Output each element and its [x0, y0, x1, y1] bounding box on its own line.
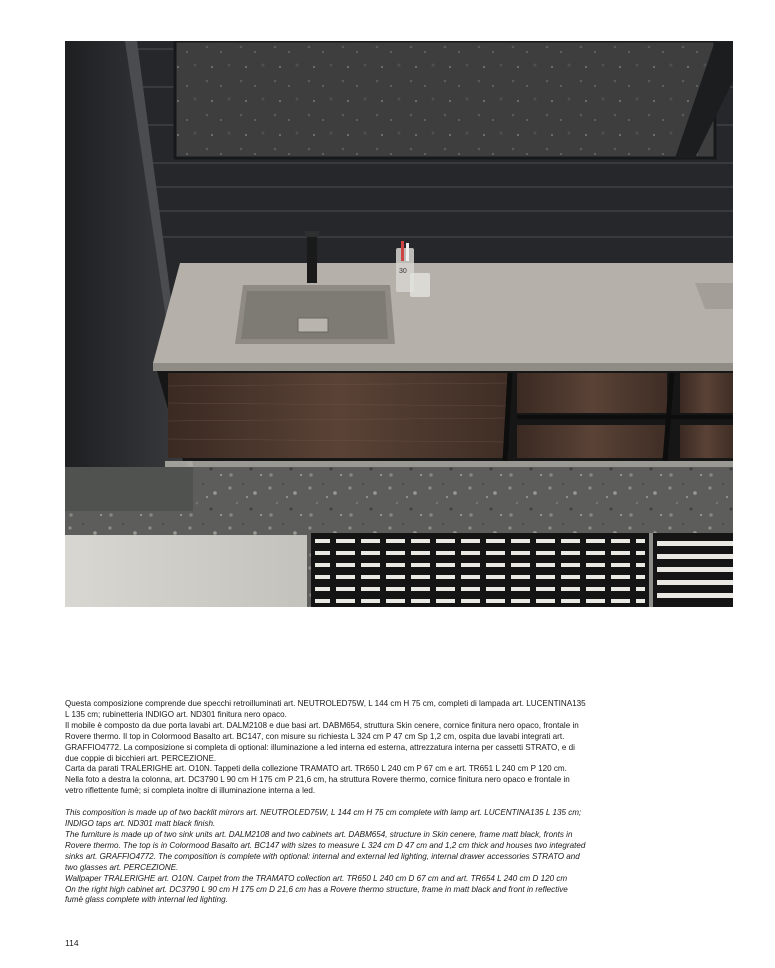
english-paragraph: The furniture is made up of two sink units art. DALM2108 and two cabinets art. DABM654, structure in Skin cenere, frame matt black, fronts in Rovere thermo. The top is in Colormood Basalto art. BC147 with sizes to measure L 324 cm D 47 cm and 1,2 cm thick and houses two integrated sinks art. GRAFFIO4772. The composition is complete with optional: internal and external led lighting, internal drawer accessories STRATO and two glasses art. PERCEZIONE. — [65, 829, 586, 872]
cup-label: 30 — [399, 268, 407, 275]
italian-paragraph: Nella foto a destra la colonna, art. DC3790 L 90 cm H 175 cm P 21,6 cm, ha struttura Rovere thermo, cornice finitura nero opaco e frontale in vetro riflettente fumè; si completa inoltre di illuminazione interna a led. — [65, 775, 570, 796]
italian-paragraph: Questa composizione comprende due specchi retroilluminati art. NEUTROLED75W, L 144 cm H 75 cm, completi di lampada art. LUCENTINA135 L 135 cm; rubinetteria INDIGO art. ND301 finitura nero opaco. — [65, 699, 586, 719]
page-number: 114 — [65, 938, 79, 948]
english-caption — [65, 808, 587, 906]
english-paragraph: This composition is made up of two backlit mirrors art. NEUTROLED75W, L 144 cm H 75 cm complete with lamp art. LUCENTINA135 L 135 cm; INDIGO taps art. ND301 matt black finish. — [65, 808, 582, 829]
bathroom-vanity-photo-icon — [65, 41, 733, 607]
caption — [65, 699, 587, 906]
english-paragraph: Wallpaper TRALERIGHE art. O10N. Carpet from the TRAMATO collection art. TR650 L 240 cm D 67 cm and art. TR654 L 240 cm D 120 cm — [65, 873, 568, 883]
italian-paragraph: Carta da parati TRALERIGHE art. O10N. Tappeti della collezione TRAMATO art. TR650 L 240 cm P 67 cm e art. TR651 L 240 cm P 120 cm. — [65, 764, 567, 774]
italian-paragraph: Il mobile è composto da due porta lavabi art. DALM2108 e due basi art. DABM654, struttura Skin cenere, cornice finitura nero opaco, frontale in Rovere thermo. Il top in Colormood Basalto art. BC147, con misure su richiesta L 324 cm P 47 cm Sp 1,2 cm, ospita due lavabi integrati art. GRAFFIO4772. La composizione si completa di optional: illuminazione a led interna ed esterna, attrezzatura interna per cassetti STRATO, e di due coppie di bicchieri art. PERCEZIONE. — [65, 720, 579, 763]
italian-caption — [65, 699, 587, 797]
english-paragraph: On the right high cabinet art. DC3790 L 90 cm H 175 cm D 21,6 cm has a Rovere thermo structure, frame in matt black and front in reflective fumè glass complete with internal led lighting. — [65, 884, 568, 905]
product-photo — [65, 41, 733, 607]
